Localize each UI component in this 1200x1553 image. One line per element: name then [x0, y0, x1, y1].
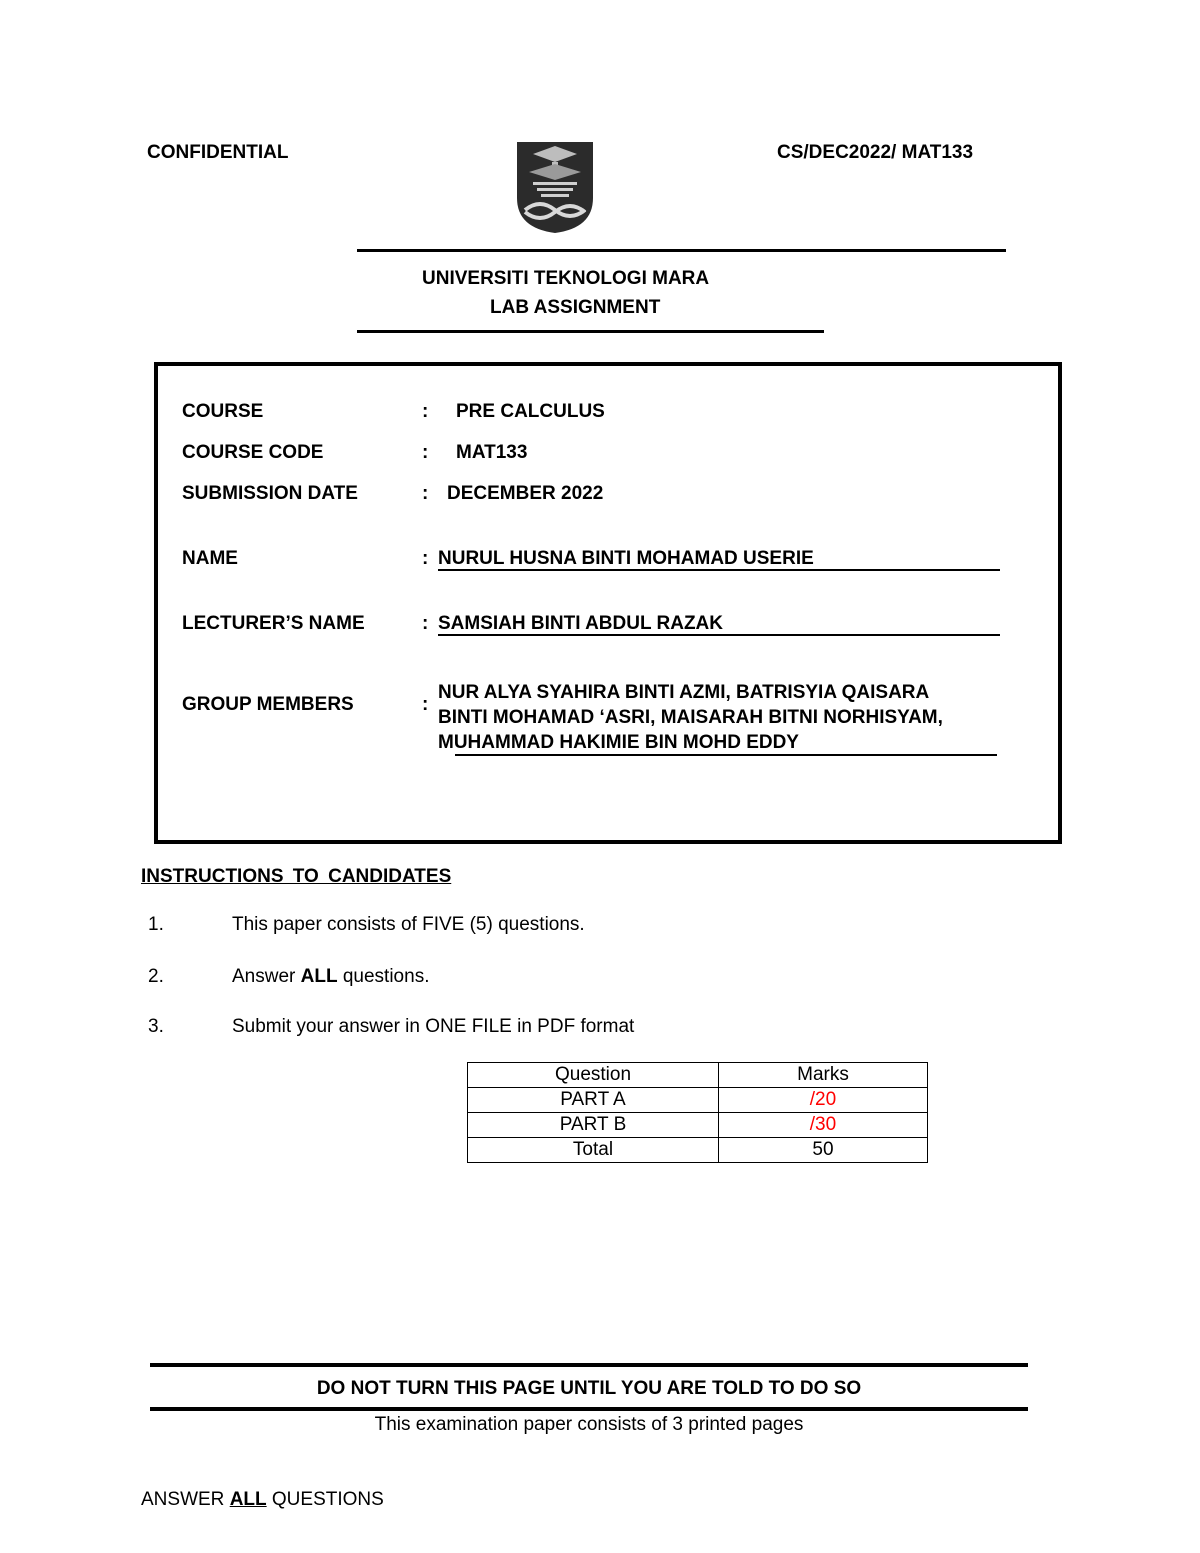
name-underline: [438, 569, 1000, 571]
header-marks: Marks: [719, 1063, 928, 1088]
row-marks: /20: [719, 1088, 928, 1113]
row-question: PART A: [468, 1088, 719, 1113]
course-value: PRE CALCULUS: [456, 401, 605, 422]
instruction-1-text: This paper consists of FIVE (5) questions.: [232, 914, 585, 935]
row-question: Total: [468, 1138, 719, 1163]
info-box: [154, 362, 1062, 844]
group-members-line2: BINTI MOHAMAD ‘ASRI, MAISARAH BITNI NORHISYAM,: [438, 707, 943, 728]
name-colon: :: [422, 548, 429, 569]
instruction-2-emphasis: ALL: [300, 966, 338, 987]
lecturer-underline: [438, 634, 1000, 636]
marks-table: [467, 1062, 928, 1163]
footer-top-rule: [150, 1363, 1028, 1367]
name-value: NURUL HUSNA BINTI MOHAMAD USERIE: [438, 548, 814, 569]
confidential-label: CONFIDENTIAL: [147, 142, 289, 163]
title-bottom-rule: [357, 330, 824, 333]
table-row: [468, 1088, 928, 1113]
instruction-2-number: 2.: [148, 966, 164, 987]
group-members-line1: NUR ALYA SYAHIRA BINTI AZMI, BATRISYIA QAISARA: [438, 682, 930, 703]
instructions-heading: INSTRUCTIONS TO CANDIDATES: [141, 866, 452, 887]
submission-date-label: SUBMISSION DATE: [182, 483, 358, 504]
instruction-1-number: 1.: [148, 914, 164, 935]
table-row: [468, 1113, 928, 1138]
warning-text: DO NOT TURN THIS PAGE UNTIL YOU ARE TOLD TO DO SO: [316, 1378, 862, 1399]
uitm-crest-icon: [515, 140, 595, 235]
course-code-label: COURSE CODE: [182, 442, 324, 463]
title-top-rule: [357, 249, 1006, 252]
submission-date-value: DECEMBER 2022: [447, 483, 604, 504]
row-marks: /30: [719, 1113, 928, 1138]
course-colon: :: [422, 401, 429, 422]
document-type: LAB ASSIGNMENT: [490, 297, 661, 318]
lecturer-colon: :: [422, 613, 429, 634]
group-underline: [455, 754, 997, 756]
course-code-value: MAT133: [456, 442, 528, 463]
header-question: Question: [468, 1063, 719, 1088]
lecturer-value: SAMSIAH BINTI ABDUL RAZAK: [438, 613, 723, 634]
row-question: PART B: [468, 1113, 719, 1138]
row-marks: 50: [719, 1138, 928, 1163]
name-label: NAME: [182, 548, 238, 569]
table-header-row: [468, 1063, 928, 1088]
table-row: [468, 1138, 928, 1163]
instruction-2-text: Answer ALL questions.: [232, 966, 430, 987]
instruction-3-text: Submit your answer in ONE FILE in PDF format: [232, 1016, 635, 1037]
pages-note: This examination paper consists of 3 printed pages: [374, 1414, 804, 1435]
group-members-colon: :: [422, 694, 429, 715]
lecturer-label: LECTURER’S NAME: [182, 613, 365, 634]
paper-code: CS/DEC2022/ MAT133: [777, 142, 974, 163]
submission-date-colon: :: [422, 483, 429, 504]
course-code-colon: :: [422, 442, 429, 463]
course-label: COURSE: [182, 401, 264, 422]
footer-bottom-rule: [150, 1407, 1028, 1411]
answer-all-note: ANSWER ALL QUESTIONS: [141, 1489, 384, 1510]
group-members-label: GROUP MEMBERS: [182, 694, 354, 715]
answer-all-emphasis: ALL: [229, 1489, 267, 1510]
instruction-3-number: 3.: [148, 1016, 164, 1037]
group-members-line3: MUHAMMAD HAKIMIE BIN MOHD EDDY: [438, 732, 799, 753]
university-name: UNIVERSITI TEKNOLOGI MARA: [422, 268, 710, 289]
